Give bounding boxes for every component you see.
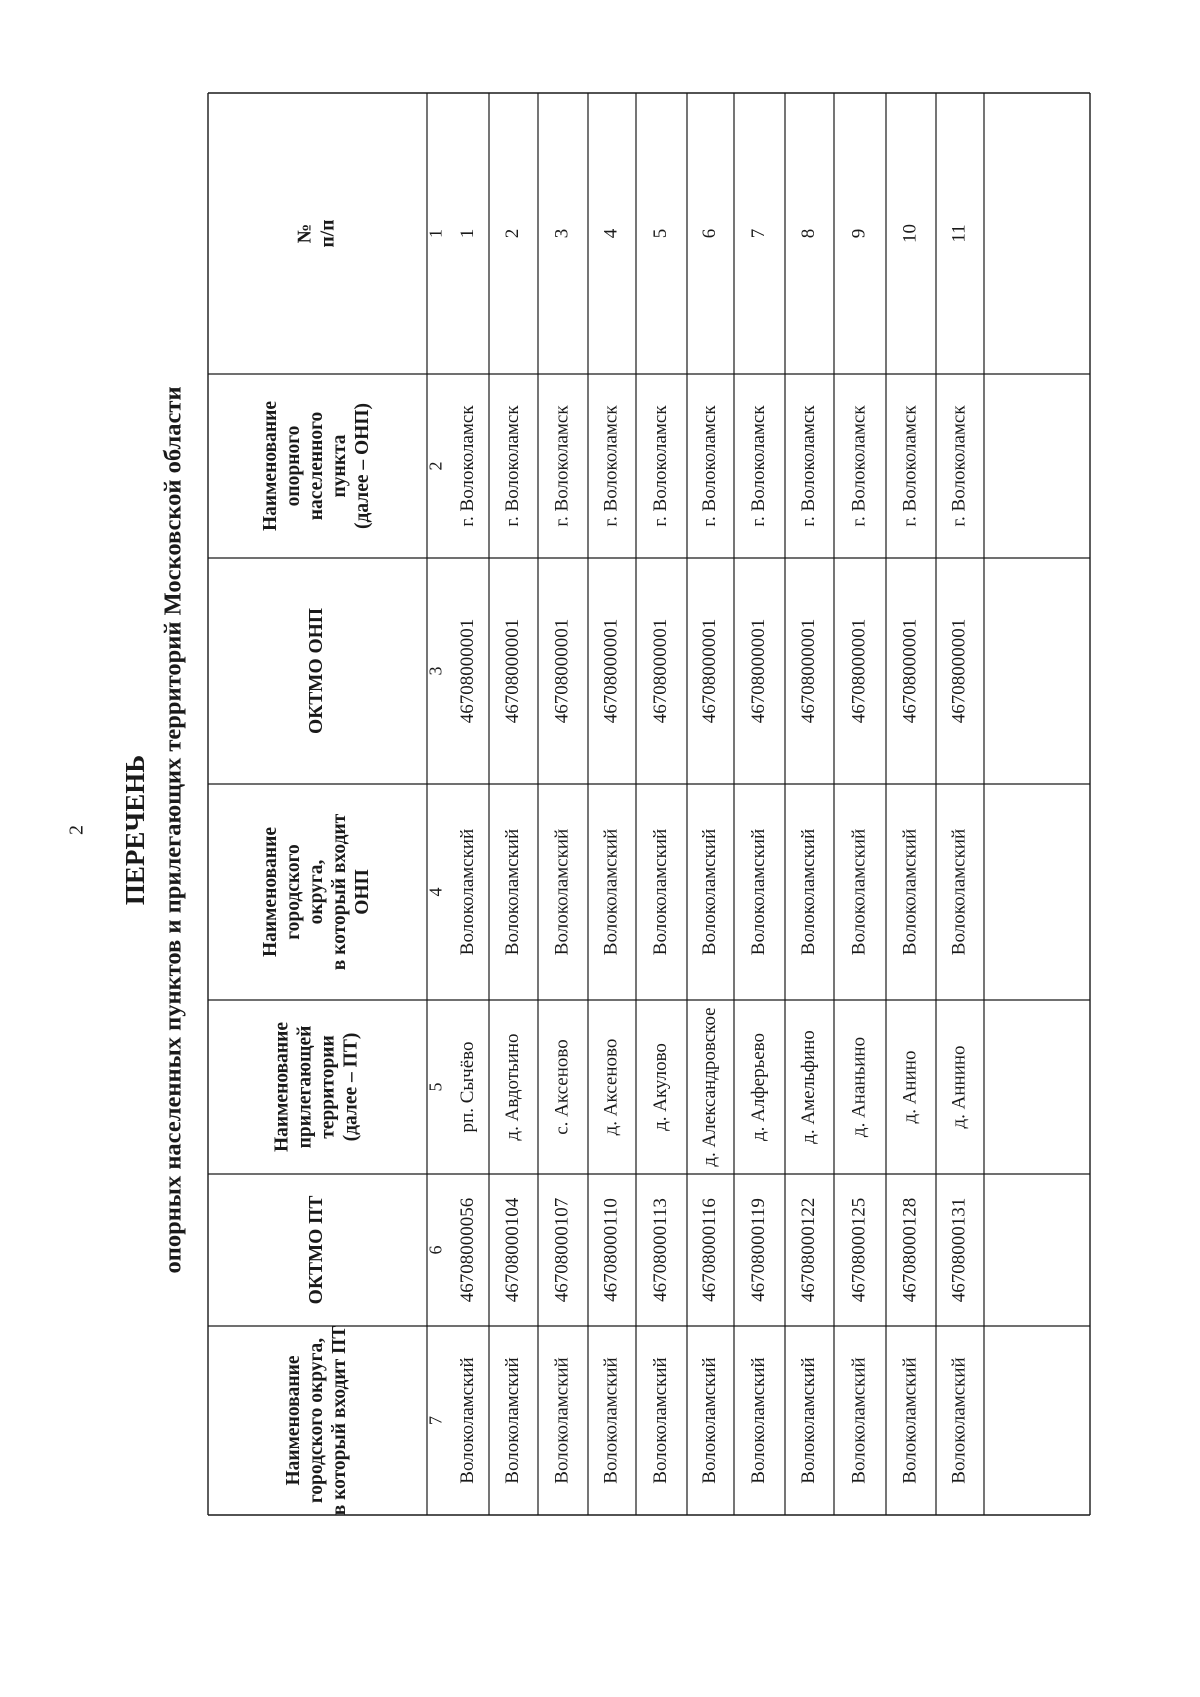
table-cell: г. Волоколамск (848, 405, 870, 527)
column-number: 6 (425, 1245, 446, 1255)
document-title: ПЕРЕЧЕНЬ (120, 754, 151, 906)
table-cell: 46708000107 (551, 1197, 573, 1303)
table-cell: Волоколамский (649, 828, 671, 956)
column-number: 7 (425, 1416, 446, 1425)
table-cell: 46708000001 (948, 618, 970, 724)
column-header-line: Наименование (259, 401, 281, 531)
table-cell: 4 (600, 228, 622, 239)
table-cell: г. Волоколамск (899, 405, 921, 527)
column-header-line: округа, (305, 859, 327, 925)
column-header-line: городского (282, 844, 304, 940)
column-header-line: территории (317, 1035, 339, 1139)
document-subtitle: опорных населенных пунктов и прилегающих территорий Московской области (159, 386, 187, 1274)
table-cell: Волоколамский (600, 1357, 622, 1484)
table-cell: Волоколамский (501, 1357, 523, 1484)
column-header-line: № (294, 223, 316, 244)
table-cell: Волоколамский (551, 828, 573, 956)
table-cell: 46708000001 (698, 618, 720, 724)
table-cell: 7 (747, 228, 769, 239)
table-cell: Волоколамский (848, 1357, 870, 1484)
column-header-line: Наименование (271, 1022, 293, 1152)
table-cell: г. Волоколамск (649, 405, 671, 527)
table-cell: Волоколамский (899, 828, 921, 956)
column-header-line: городского округа, (305, 1337, 327, 1504)
table-cell: 46708000110 (600, 1198, 622, 1302)
column-header-line: п/п (317, 219, 339, 248)
column-header-line: в который входит ПТ (328, 1325, 350, 1516)
table-cell: 46708000119 (747, 1198, 769, 1302)
table-cell: д. Аннино (948, 1045, 970, 1129)
table-cell: г. Волоколамск (747, 405, 769, 527)
table-cell: Волоколамский (797, 828, 819, 956)
table-cell: Волоколамский (899, 1357, 921, 1484)
column-number: 2 (425, 461, 446, 471)
column-number: 1 (425, 229, 446, 238)
table-cell: Волоколамский (747, 1357, 769, 1484)
table-cell: д. Акулово (649, 1043, 671, 1131)
column-header-line: Наименование (282, 1355, 304, 1486)
table-cell: 46708000001 (848, 618, 870, 724)
table-cell: 46708000001 (600, 618, 622, 724)
table-cell: д. Анино (899, 1050, 921, 1124)
table-cell: д. Алферьево (747, 1032, 769, 1142)
table-cell: 46708000128 (899, 1197, 921, 1303)
table-cell: г. Волоколамск (501, 405, 523, 527)
table-cell: 9 (848, 228, 870, 239)
table-cell: 10 (899, 224, 921, 243)
column-header-line: в который входит (328, 813, 350, 971)
column-header-line: пункта (328, 434, 350, 498)
table-cell: 2 (501, 228, 523, 239)
table-cell: Волоколамский (456, 828, 478, 956)
table-cell: 46708000001 (797, 618, 819, 724)
table-cell: Волоколамский (501, 828, 523, 956)
column-header-line: ОНП (351, 869, 373, 915)
table-cell: Волоколамский (747, 828, 769, 956)
table-cell: 46708000113 (649, 1198, 671, 1302)
column-header-line: прилегающей (294, 1025, 316, 1149)
column-header-line: Наименование (259, 827, 281, 957)
table-cell: 46708000104 (501, 1197, 523, 1303)
table-cell: 46708000001 (551, 618, 573, 724)
table-cell: г. Волоколамск (456, 405, 478, 527)
page-number: 2 (65, 825, 88, 835)
column-header-line: опорного (282, 425, 304, 507)
table-cell: 5 (649, 228, 671, 239)
table-cell: г. Волоколамск (551, 405, 573, 527)
table-cell: 46708000001 (456, 618, 478, 724)
table-cell: Волоколамский (456, 1357, 478, 1484)
column-number: 4 (425, 887, 446, 897)
table-cell: Волоколамский (797, 1357, 819, 1484)
column-header-line: населенного (305, 411, 327, 521)
table-cell: д. Амельфино (797, 1030, 819, 1144)
column-header-line: ОКТМО ПТ (305, 1195, 327, 1305)
table-cell: д. Аксеново (600, 1038, 622, 1136)
table-cell: Волоколамский (551, 1357, 573, 1484)
column-number: 5 (425, 1082, 446, 1092)
table-cell: с. Аксеново (551, 1039, 573, 1135)
table-cell: рп. Сычёво (456, 1041, 478, 1133)
table-cell: 46708000001 (649, 618, 671, 724)
table-cell: 46708000001 (747, 618, 769, 724)
table-cell: г. Волоколамск (600, 405, 622, 527)
table-cell: д. Александровское (698, 1007, 720, 1167)
table-cell: 46708000122 (797, 1197, 819, 1303)
table-cell: 46708000125 (848, 1197, 870, 1303)
column-header-line: (далее – ПТ) (340, 1032, 362, 1142)
table-cell: Волоколамский (698, 828, 720, 956)
table-cell: Волоколамский (698, 1357, 720, 1484)
table-cell: 1 (456, 228, 478, 239)
table-cell: 6 (698, 228, 720, 239)
table-cell: д. Авдотьино (501, 1033, 523, 1141)
table-cell: Волоколамский (948, 1357, 970, 1484)
table-cell: г. Волоколамск (797, 405, 819, 527)
table-cell: д. Ананьино (848, 1036, 870, 1138)
table-cell: 46708000056 (456, 1197, 478, 1303)
table-cell: г. Волоколамск (698, 405, 720, 527)
column-header-line: ОКТМО ОНП (305, 607, 327, 735)
table-cell: 46708000116 (698, 1198, 720, 1302)
table-cell: Волоколамский (600, 828, 622, 956)
table-cell: 46708000001 (501, 618, 523, 724)
column-header-line: (далее – ОНП) (351, 402, 373, 530)
table-cell: г. Волоколамск (948, 405, 970, 527)
table-cell: Волоколамский (649, 1357, 671, 1484)
table-cell: 46708000131 (948, 1197, 970, 1303)
table-cell: Волоколамский (948, 828, 970, 956)
table-cell: 8 (797, 228, 819, 239)
table-cell: Волоколамский (848, 828, 870, 956)
table-cell: 3 (551, 228, 573, 239)
table-cell: 11 (948, 224, 970, 243)
table-cell: 46708000001 (899, 618, 921, 724)
column-number: 3 (425, 666, 446, 676)
